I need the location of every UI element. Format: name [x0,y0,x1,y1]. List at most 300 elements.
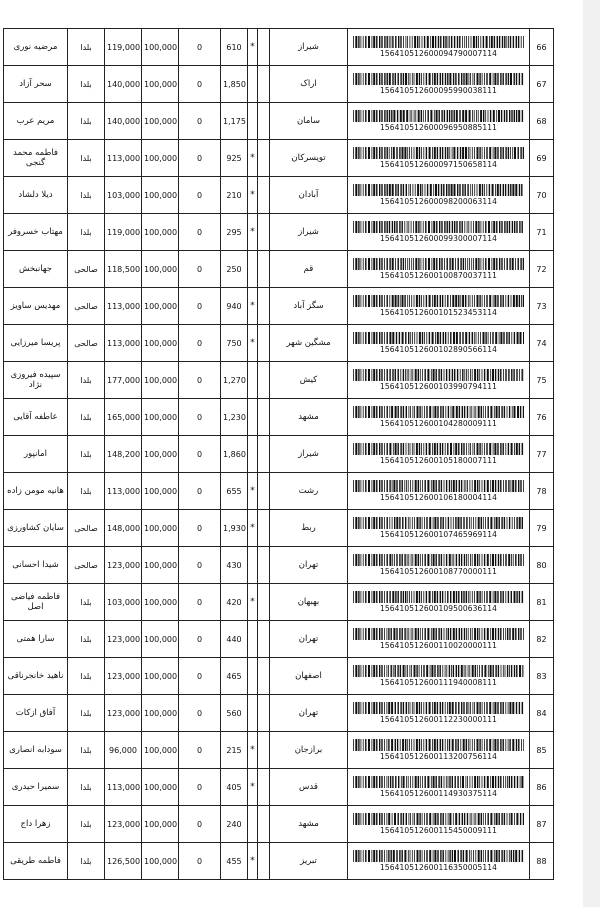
price-cell: 148,000 [105,510,142,547]
barcode-number: 156410512600095990038111 [380,86,497,95]
barcode-number: 156410512600110020000111 [380,641,497,650]
amount-cell: 240 [221,806,248,843]
barcode-cell [348,473,530,510]
barcode-number: 156410512600099300007114 [380,234,497,243]
recipient-name-cell: سودابه انصاری [4,732,68,769]
table-body [4,29,554,880]
recipient-name-cell: آفاق ازکات [4,695,68,732]
base-amount-cell: 100,000 [142,362,179,399]
recipient-name-cell: ناهید خانجرناقی [4,658,68,695]
status-cell: بلدا [68,695,105,732]
base-amount-cell: 100,000 [142,214,179,251]
empty-cell [258,510,270,547]
base-amount-cell: 100,000 [142,399,179,436]
amount-cell: 1,270 [221,362,248,399]
recipient-name-cell: شیدا احسانی [4,547,68,584]
empty-cell [258,177,270,214]
price-cell: 118,500 [105,251,142,288]
city-cell: قم [270,251,348,288]
zero-value-cell: 0 [179,510,221,547]
recipient-name-cell: سارا همتی [4,621,68,658]
row-number-cell: 84 [530,695,554,732]
empty-cell [258,399,270,436]
amount-cell: 420 [221,584,248,621]
barcode-cell [348,66,530,103]
city-cell: تبریز [270,843,348,880]
city-cell: سگز آباد [270,288,348,325]
barcode-image [353,776,524,788]
row-number-cell: 82 [530,621,554,658]
status-cell: بلدا [68,177,105,214]
zero-value-cell: 0 [179,325,221,362]
zero-value-cell: 0 [179,769,221,806]
star-mark-cell [248,251,258,288]
star-mark-cell: * [248,214,258,251]
amount-cell: 1,860 [221,436,248,473]
row-number-cell: 77 [530,436,554,473]
zero-value-cell: 0 [179,399,221,436]
star-mark-cell [248,658,258,695]
base-amount-cell: 100,000 [142,658,179,695]
status-cell: بلدا [68,843,105,880]
star-mark-cell [248,806,258,843]
table-row [4,510,554,547]
star-mark-cell [248,362,258,399]
amount-cell: 210 [221,177,248,214]
row-number-cell: 68 [530,103,554,140]
empty-cell [258,29,270,66]
barcode-cell [348,510,530,547]
barcode-image [353,480,524,492]
price-cell: 103,000 [105,177,142,214]
recipient-name-cell: سایان کشاورزی [4,510,68,547]
city-cell: کیش [270,362,348,399]
row-number-cell: 85 [530,732,554,769]
empty-cell [258,140,270,177]
table-row [4,621,554,658]
row-number-cell: 80 [530,547,554,584]
zero-value-cell: 0 [179,473,221,510]
barcode-image [353,406,524,418]
star-mark-cell: * [248,510,258,547]
barcode-number: 156410512600115450009111 [380,826,497,835]
star-mark-cell: * [248,769,258,806]
empty-cell [258,695,270,732]
table-row [4,66,554,103]
city-cell: مشهد [270,399,348,436]
barcode-image [353,850,524,862]
empty-cell [258,658,270,695]
zero-value-cell: 0 [179,806,221,843]
status-cell: بلدا [68,436,105,473]
price-cell: 165,000 [105,399,142,436]
base-amount-cell: 100,000 [142,695,179,732]
barcode-image [353,184,524,196]
status-cell: بلدا [68,769,105,806]
empty-cell [258,251,270,288]
amount-cell: 465 [221,658,248,695]
price-cell: 140,000 [105,66,142,103]
table-row [4,436,554,473]
table-row [4,547,554,584]
row-number-cell: 88 [530,843,554,880]
row-number-cell: 74 [530,325,554,362]
status-cell: بلدا [68,29,105,66]
empty-cell [258,547,270,584]
zero-value-cell: 0 [179,362,221,399]
barcode-cell [348,843,530,880]
zero-value-cell: 0 [179,695,221,732]
barcode-cell [348,399,530,436]
price-cell: 123,000 [105,658,142,695]
city-cell: تهران [270,695,348,732]
zero-value-cell: 0 [179,547,221,584]
base-amount-cell: 100,000 [142,325,179,362]
empty-cell [258,66,270,103]
status-cell: بلدا [68,473,105,510]
row-number-cell: 73 [530,288,554,325]
barcode-image [353,739,524,751]
status-cell: بلدا [68,103,105,140]
amount-cell: 610 [221,29,248,66]
star-mark-cell [248,621,258,658]
table-row [4,843,554,880]
city-cell: مشهد [270,806,348,843]
row-number-cell: 87 [530,806,554,843]
table-row [4,288,554,325]
price-cell: 177,000 [105,362,142,399]
amount-cell: 560 [221,695,248,732]
city-cell: شیراز [270,436,348,473]
empty-cell [258,769,270,806]
table-row [4,251,554,288]
table-row [4,732,554,769]
base-amount-cell: 100,000 [142,177,179,214]
barcode-cell [348,214,530,251]
barcode-number: 156410512600111940008111 [380,678,497,687]
barcode-cell [348,695,530,732]
amount-cell: 940 [221,288,248,325]
barcode-cell [348,177,530,214]
barcode-image [353,665,524,677]
table-row [4,214,554,251]
base-amount-cell: 100,000 [142,251,179,288]
recipient-name-cell: جهانبخش [4,251,68,288]
base-amount-cell: 100,000 [142,29,179,66]
zero-value-cell: 0 [179,140,221,177]
empty-cell [258,436,270,473]
recipient-name-cell: فاطمه طریقی [4,843,68,880]
empty-cell [258,584,270,621]
barcode-number: 156410512600112230000111 [380,715,497,724]
barcode-image [353,554,524,566]
table-row [4,362,554,399]
barcode-image [353,221,524,233]
barcode-cell [348,621,530,658]
status-cell: صالحی [68,325,105,362]
status-cell: بلدا [68,140,105,177]
city-cell: تویسرکان [270,140,348,177]
barcode-cell [348,251,530,288]
row-number-cell: 81 [530,584,554,621]
zero-value-cell: 0 [179,621,221,658]
base-amount-cell: 100,000 [142,584,179,621]
base-amount-cell: 100,000 [142,547,179,584]
recipient-name-cell: هانیه مومن زاده [4,473,68,510]
barcode-cell [348,436,530,473]
barcode-image [353,110,524,122]
scrollbar[interactable] [583,0,600,907]
barcode-image [353,295,524,307]
zero-value-cell: 0 [179,66,221,103]
barcode-cell [348,103,530,140]
barcode-image [353,147,524,159]
status-cell: بلدا [68,584,105,621]
row-number-cell: 72 [530,251,554,288]
barcode-number: 156410512600116350005114 [380,863,497,872]
barcode-number: 156410512600094790007114 [380,49,497,58]
price-cell: 113,000 [105,288,142,325]
table-row [4,584,554,621]
star-mark-cell [248,103,258,140]
price-cell: 123,000 [105,806,142,843]
city-cell: تهران [270,547,348,584]
barcode-number: 156410512600102890566114 [380,345,497,354]
base-amount-cell: 100,000 [142,473,179,510]
status-cell: بلدا [68,399,105,436]
status-cell: بلدا [68,214,105,251]
base-amount-cell: 100,000 [142,288,179,325]
status-cell: بلدا [68,732,105,769]
recipient-name-cell: عاطفه آقایی [4,399,68,436]
recipient-name-cell: سحر آزاد [4,66,68,103]
barcode-cell [348,288,530,325]
table-row [4,399,554,436]
empty-cell [258,362,270,399]
price-cell: 96,000 [105,732,142,769]
amount-cell: 1,930 [221,510,248,547]
recipient-name-cell: دیلا دلشاد [4,177,68,214]
barcode-number: 156410512600109500636114 [380,604,497,613]
base-amount-cell: 100,000 [142,806,179,843]
status-cell: صالحی [68,251,105,288]
empty-cell [258,806,270,843]
barcode-image [353,591,524,603]
table-row [4,658,554,695]
row-number-cell: 78 [530,473,554,510]
base-amount-cell: 100,000 [142,843,179,880]
status-cell: صالحی [68,288,105,325]
empty-cell [258,473,270,510]
recipient-name-cell: پریسا میرزایی [4,325,68,362]
city-cell: قدس [270,769,348,806]
price-cell: 113,000 [105,325,142,362]
row-number-cell: 75 [530,362,554,399]
barcode-image [353,813,524,825]
recipient-name-cell: مریم عرب [4,103,68,140]
amount-cell: 295 [221,214,248,251]
star-mark-cell [248,436,258,473]
barcode-number: 156410512600104280009111 [380,419,497,428]
barcode-image [353,517,524,529]
star-mark-cell [248,66,258,103]
barcode-number: 156410512600096950885111 [380,123,497,132]
base-amount-cell: 100,000 [142,103,179,140]
barcode-cell [348,325,530,362]
barcode-cell [348,658,530,695]
barcode-cell [348,362,530,399]
shipment-table [3,28,554,880]
barcode-number: 156410512600101523453114 [380,308,497,317]
recipient-name-cell: فاطمه محمد گنجی [4,140,68,177]
zero-value-cell: 0 [179,103,221,140]
barcode-cell [348,547,530,584]
row-number-cell: 67 [530,66,554,103]
city-cell: شیراز [270,214,348,251]
city-cell: ربط [270,510,348,547]
barcode-image [353,369,524,381]
city-cell: شیراز [270,29,348,66]
table-row [4,473,554,510]
row-number-cell: 76 [530,399,554,436]
recipient-name-cell: مهتاب خسروفر [4,214,68,251]
star-mark-cell: * [248,29,258,66]
row-number-cell: 79 [530,510,554,547]
zero-value-cell: 0 [179,29,221,66]
barcode-number: 156410512600108770000111 [380,567,497,576]
star-mark-cell: * [248,584,258,621]
zero-value-cell: 0 [179,658,221,695]
amount-cell: 405 [221,769,248,806]
status-cell: صالحی [68,547,105,584]
base-amount-cell: 100,000 [142,510,179,547]
barcode-number: 156410512600106180004114 [380,493,497,502]
city-cell: بهبهان [270,584,348,621]
zero-value-cell: 0 [179,177,221,214]
star-mark-cell: * [248,288,258,325]
amount-cell: 440 [221,621,248,658]
barcode-number: 156410512600097150658114 [380,160,497,169]
barcode-image [353,73,524,85]
table-row [4,806,554,843]
empty-cell [258,843,270,880]
base-amount-cell: 100,000 [142,436,179,473]
barcode-number: 156410512600098200063114 [380,197,497,206]
price-cell: 123,000 [105,547,142,584]
price-cell: 119,000 [105,214,142,251]
star-mark-cell: * [248,325,258,362]
amount-cell: 1,230 [221,399,248,436]
star-mark-cell [248,399,258,436]
recipient-name-cell: فاطمه فیاضی اصل [4,584,68,621]
amount-cell: 250 [221,251,248,288]
recipient-name-cell: زهرا داج [4,806,68,843]
barcode-cell [348,806,530,843]
barcode-cell [348,769,530,806]
barcode-cell [348,29,530,66]
barcode-image [353,628,524,640]
base-amount-cell: 100,000 [142,66,179,103]
table-row [4,29,554,66]
amount-cell: 455 [221,843,248,880]
barcode-number: 156410512600100870037111 [380,271,497,280]
zero-value-cell: 0 [179,288,221,325]
amount-cell: 750 [221,325,248,362]
star-mark-cell: * [248,177,258,214]
price-cell: 140,000 [105,103,142,140]
base-amount-cell: 100,000 [142,140,179,177]
city-cell: رشت [270,473,348,510]
price-cell: 148,200 [105,436,142,473]
row-number-cell: 83 [530,658,554,695]
barcode-number: 156410512600103990794111 [380,382,497,391]
table-row [4,325,554,362]
row-number-cell: 71 [530,214,554,251]
star-mark-cell: * [248,843,258,880]
zero-value-cell: 0 [179,584,221,621]
barcode-image [353,702,524,714]
status-cell: بلدا [68,621,105,658]
barcode-image [353,332,524,344]
amount-cell: 925 [221,140,248,177]
barcode-cell [348,732,530,769]
star-mark-cell: * [248,140,258,177]
recipient-name-cell: امانپور [4,436,68,473]
zero-value-cell: 0 [179,214,221,251]
price-cell: 113,000 [105,140,142,177]
city-cell: تهران [270,621,348,658]
zero-value-cell: 0 [179,436,221,473]
amount-cell: 1,850 [221,66,248,103]
amount-cell: 430 [221,547,248,584]
star-mark-cell [248,695,258,732]
recipient-name-cell: مهدیس ساویز [4,288,68,325]
row-number-cell: 66 [530,29,554,66]
barcode-cell [348,584,530,621]
price-cell: 119,000 [105,29,142,66]
status-cell: بلدا [68,66,105,103]
city-cell: برازجان [270,732,348,769]
price-cell: 126,500 [105,843,142,880]
row-number-cell: 69 [530,140,554,177]
table-row [4,695,554,732]
status-cell: بلدا [68,806,105,843]
barcode-number: 156410512600113200756114 [380,752,497,761]
empty-cell [258,325,270,362]
barcode-cell [348,140,530,177]
amount-cell: 1,175 [221,103,248,140]
city-cell: اصفهان [270,658,348,695]
status-cell: بلدا [68,658,105,695]
empty-cell [258,103,270,140]
zero-value-cell: 0 [179,251,221,288]
recipient-name-cell: سپیده فیروزی نژاد [4,362,68,399]
star-mark-cell: * [248,732,258,769]
row-number-cell: 70 [530,177,554,214]
barcode-image [353,258,524,270]
empty-cell [258,732,270,769]
price-cell: 123,000 [105,621,142,658]
city-cell: سامان [270,103,348,140]
status-cell: صالحی [68,510,105,547]
row-number-cell: 86 [530,769,554,806]
city-cell: آبادان [270,177,348,214]
barcode-number: 156410512600107465969114 [380,530,497,539]
price-cell: 123,000 [105,695,142,732]
base-amount-cell: 100,000 [142,769,179,806]
empty-cell [258,621,270,658]
city-cell: اراک [270,66,348,103]
